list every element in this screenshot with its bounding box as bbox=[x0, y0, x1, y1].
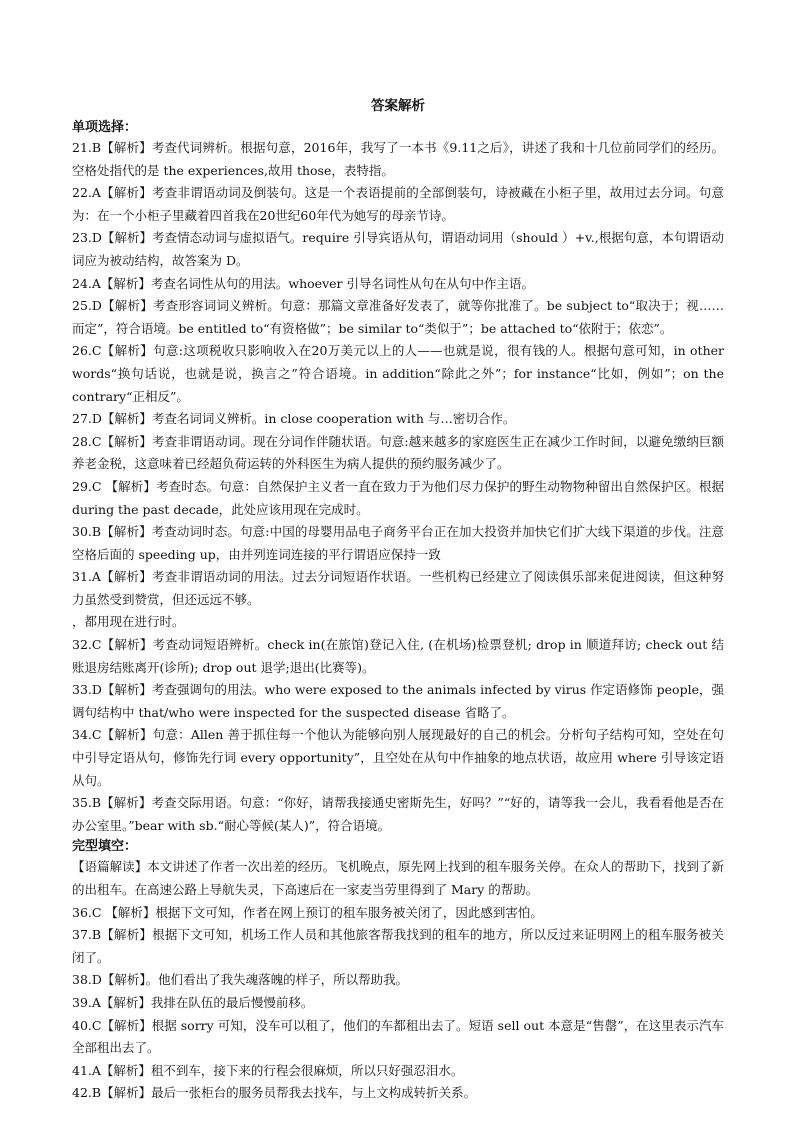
answer-entry-26: 26.C【解析】句意:这项税收只影响收入在20万美元以上的人——也就是说，很有钱的人。根据句意可知，in other words“换句话说，也就是说，换言之”符合语境。in addition“除此之外”；for instance“比如，例如”；on the contrary“正相反”。 bbox=[72, 343, 724, 404]
section-heading: 单项选择： bbox=[72, 120, 138, 135]
answer-entry-37: 37.B【解析】根据下文可知，机场工作人员和其他旅客帮我找到的租车的地方，所以反过来证明网上的租车服务被关闭了。 bbox=[72, 927, 724, 965]
answer-entry-41: 41.A【解析】租不到车，接下来的行程会很麻烦，所以只好强忍泪水。 bbox=[72, 1062, 464, 1078]
passage-summary: 【语篇解读】本文讲述了作者一次出差的经历。飞机晚点，原先网上找到的租车服务关停。在众人的帮助下，找到了新的出租车。在高速公路上导航失灵，下高速后在一家麦当劳里得到了 Mary 的帮助。 bbox=[72, 859, 724, 897]
answer-entry-38: 38.D【解析】。他们看出了我失魂落魄的样子，所以帮助我。 bbox=[72, 972, 409, 988]
answer-entry-40: 40.C【解析】根据 sorry 可知，没车可以租了，他们的车都租出去了。短语 sell out 本意是“售罄”，在这里表示汽车全部租出去了。 bbox=[72, 1017, 724, 1056]
answer-entry-36: 36.C 【解析】根据下文可知，作者在网上预订的租车服务被关闭了，因此感到害怕。 bbox=[72, 904, 543, 920]
answer-entry-33: 33.D【解析】考查强调句的用法。who were exposed to the animals infected by virus 作定语修饰 people，强调句结构中 that/who were inspected for the suspected disease 省略了。 bbox=[72, 682, 724, 720]
answer-entry-21: 21.B【解析】考查代词辨析。根据句意，2016年，我写了一本书《9.11之后》，讲述了我和十几位前同学们的经历。空格处指代的是 the experiences,故用 those，表特指。 bbox=[72, 140, 724, 178]
answer-entry-32: 32.C【解析】考查动词短语辨析。check in(在旅馆)登记入住, (在机场)检票登机; drop in 顺道拜访; check out 结账退房结账离开(诊所); drop out 退学;退出(比赛等)。 bbox=[72, 637, 724, 675]
stray-text-line: ，都用现在进行时。 bbox=[72, 614, 185, 630]
answer-entry-30: 30.B【解析】考查动词时态。句意:中国的母婴用品电子商务平台正在加大投资并加快它们扩大线下渠道的步伐。注意空格后面的 speeding up，由并列连词连接的平行谓语应保持一致 bbox=[72, 524, 724, 562]
section-single-choice bbox=[72, 118, 724, 837]
answer-entry-22: 22.A【解析】考查非谓语动词及倒装句。这是一个表语提前的全部倒装句，诗被藏在小柜子里，故用过去分词。句意为：在一个小柜子里藏着四首我在20世纪60年代为她写的母亲节诗。 bbox=[72, 185, 724, 223]
answer-entry-35: 35.B【解析】考查交际用语。句意：“你好，请帮我接通史密斯先生，好吗？”“好的，请等我一会儿，我看看他是否在办公室里。”bear with sb.“耐心等候(某人)”，符合语境。 bbox=[72, 795, 724, 833]
answer-document bbox=[72, 96, 724, 1105]
answer-entry-25: 25.D【解析】考查形容词词义辨析。句意：那篇文章准备好发表了，就等你批准了。be subject to“取决于；视……而定”，符合语境。be entitled to“有资格做”；be similar to“类似于”；be attached to“依附于；依恋”。 bbox=[72, 298, 724, 336]
answer-entry-29: 29.C 【解析】考查时态。句意：自然保护主义者一直在致力于为他们尽力保护的野生动物物种留出自然保护区。根据 during the past decade，此处应该用现在完成时。 bbox=[72, 478, 724, 517]
section-heading: 完型填空： bbox=[72, 839, 138, 855]
answer-entry-27: 27.D【解析】考查名词词义辨析。in close cooperation with 与…密切合作。 bbox=[72, 411, 516, 427]
answer-entry-42: 42.B【解析】最后一张柜台的服务员帮我去找车，与上文构成转折关系。 bbox=[72, 1085, 477, 1101]
answer-entry-24: 24.A【解析】考查名词性从句的用法。whoever 引导名词性从句在从句中作主语。 bbox=[72, 275, 534, 291]
document-title: 答案解析 bbox=[371, 98, 425, 114]
section-cloze bbox=[72, 837, 724, 1105]
answer-entry-23: 23.D【解析】考查情态动词与虚拟语气。require 引导宾语从句，谓语动词用（should ）+v.,根据句意，本句谓语动词应为被动结构，故答案为 D。 bbox=[72, 230, 724, 268]
answer-entry-34: 34.C【解析】句意：Allen 善于抓住每一个他认为能够向别人展现最好的自己的机会。分析句子结构可知，空处在句中引导定语从句，修饰先行词 every opportunity”，且空处在从句中作抽象的地点状语，故应用 where 引导该定语从句。 bbox=[72, 727, 724, 788]
answer-entry-28: 28.C【解析】考查非谓语动词。现在分词作伴随状语。句意:越来越多的家庭医生正在减少工作时间，以避免缴纳巨额养老金税，这意味着已经超负荷运转的外科医生为病人提供的预约服务减少了。 bbox=[72, 433, 724, 472]
answer-entry-39: 39.A【解析】我排在队伍的最后慢慢前移。 bbox=[72, 994, 314, 1010]
answer-entry-31: 31.A【解析】考查非谓语动词的用法。过去分词短语作状语。一些机构已经建立了阅读俱乐部来促进阅读，但这种努力虽然受到赞赏，但还远远不够。 bbox=[72, 569, 724, 607]
